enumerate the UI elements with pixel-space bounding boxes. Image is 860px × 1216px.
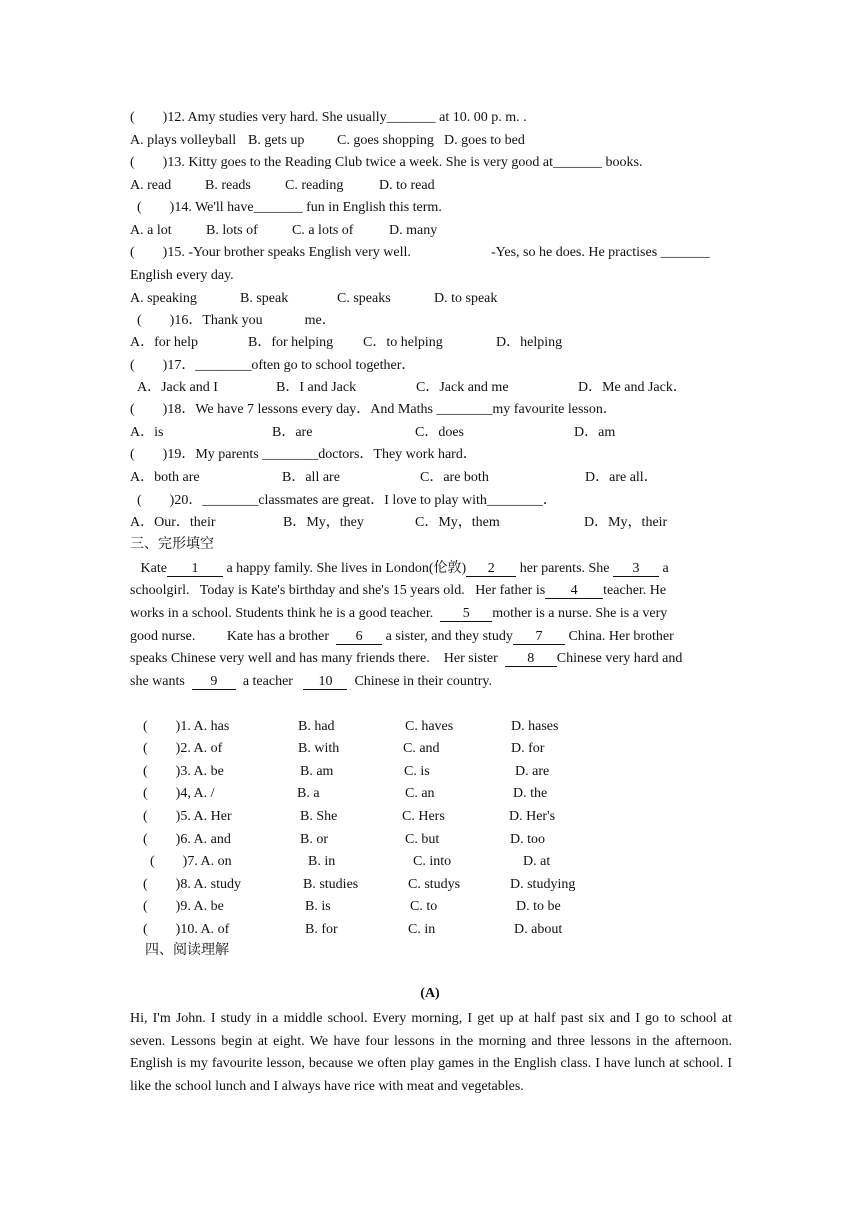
option-a: A. a lot — [130, 223, 172, 238]
question-16: ( )16．Thank you me． — [130, 313, 336, 328]
question-14: ( )14. We'll have_______ fun in English this term. — [130, 200, 442, 215]
question-12: ( )12. Amy studies very hard. She usually_______ at 10. 00 p. m. . — [130, 110, 527, 125]
option-a: A．Jack and I — [137, 380, 218, 395]
option-d: D．My，their — [584, 515, 668, 530]
question-13: ( )13. Kitty goes to the Reading Club twice a week. She is very good at_______ books. — [130, 155, 643, 170]
reading-paragraph: Hi, I'm John. I study in a middle school. Every morning, I get up at half past six and I go to school at seven. Lessons begin at eight. We have four lessons in the morning and three lessons in the afternoon. English is my favourite lesson, because we often play games in the English class. I have lunch at school. I like the school lunch and I always have rice with meat and vegetables. — [130, 1011, 732, 1094]
blank-4: 4 — [545, 583, 603, 599]
option-c: C. speaks — [337, 291, 391, 306]
cloze-option-row-5: ( )5. A. Her B. She C. Hers D. Her's — [143, 809, 556, 824]
option-d: D．am — [574, 425, 616, 440]
section-title-reading: 四、阅读理解 — [145, 943, 229, 958]
option-a: A．for help — [130, 335, 199, 350]
option-c: C．Jack and me — [416, 380, 509, 395]
blank-6: 6 — [336, 629, 382, 645]
option-c: C．My，them — [415, 515, 500, 530]
option-b: B. reads — [205, 178, 251, 193]
option-a: A. read — [130, 178, 172, 193]
option-b: B. speak — [240, 291, 289, 306]
question-18: ( )18．We have 7 lessons every day．And Maths ________my favourite lesson． — [130, 402, 617, 417]
option-b: B．are — [272, 425, 313, 440]
option-a: A．Our．their — [130, 515, 216, 530]
options-20 — [130, 514, 730, 532]
blank-1: 1 — [167, 561, 223, 577]
options-16 — [130, 334, 730, 352]
options-13 — [130, 177, 730, 195]
cloze-option-row-10: ( )10. A. of B. for C. in D. about — [143, 922, 563, 937]
options-18 — [130, 424, 730, 442]
option-d: D. to speak — [434, 291, 498, 306]
blank-9: 9 — [192, 674, 236, 690]
option-d: D．helping — [496, 335, 563, 350]
options-17 — [137, 379, 737, 397]
cloze-line-2: schoolgirl. Today is Kate's birthday and she's 15 years old. Her father is 4 teacher. He — [130, 583, 667, 598]
question-20: ( )20．________classmates are great．I love to play with________． — [130, 493, 557, 508]
option-d: D. goes to bed — [444, 133, 525, 148]
option-c: C．are both — [420, 470, 489, 485]
question-19: ( )19．My parents ________doctors．They work hard． — [130, 447, 477, 462]
cloze-line-3: works in a school. Students think he is a good teacher. 5 mother is a nurse. She is a very — [130, 606, 668, 621]
cloze-line-6: she wants 9 a teacher 10 Chinese in their country. — [130, 674, 492, 689]
blank-10: 10 — [303, 674, 347, 690]
options-15 — [130, 290, 730, 308]
option-b: B. lots of — [206, 223, 258, 238]
question-15-reply: -Yes, so he does. He practises _______ — [491, 245, 710, 260]
cloze-line-1: Kate 1 a happy family. She lives in London(伦敦) 2 her parents. She 3 a — [130, 561, 669, 576]
option-c: C. reading — [285, 178, 344, 193]
cloze-option-row-4: ( )4, A. / B. a C. an D. the — [143, 786, 548, 801]
blank-2: 2 — [466, 561, 516, 577]
options-19 — [130, 469, 730, 487]
option-c: C．to helping — [363, 335, 443, 350]
option-c: C．does — [415, 425, 464, 440]
option-c: C. goes shopping — [337, 133, 434, 148]
option-a: A．both are — [130, 470, 200, 485]
blank-5: 5 — [440, 606, 492, 622]
cloze-option-row-1: ( )1. A. has B. had C. haves D. hases — [143, 719, 559, 734]
option-b: B．My，they — [283, 515, 364, 530]
option-d: D. to read — [379, 178, 435, 193]
passage-label: (A) — [420, 986, 440, 1001]
cloze-option-row-7: ( )7. A. on B. in C. into D. at — [150, 854, 551, 869]
option-b: B．I and Jack — [276, 380, 357, 395]
option-b: B. gets up — [248, 133, 305, 148]
cloze-option-row-2: ( )2. A. of B. with C. and D. for — [143, 741, 545, 756]
question-15: ( )15. -Your brother speaks English very well. — [130, 245, 411, 260]
cloze-option-row-8: ( )8. A. study B. studies C. studys D. studying — [143, 877, 576, 892]
question-15-cont: English every day. — [130, 268, 234, 283]
option-b: B．for helping — [248, 335, 334, 350]
options-14 — [130, 222, 730, 240]
option-a: A. plays volleyball — [130, 133, 237, 148]
option-d: D．are all． — [585, 470, 658, 485]
cloze-option-row-3: ( )3. A. be B. am C. is D. are — [143, 764, 550, 779]
cloze-line-4: good nurse. Kate has a brother 6 a sister, and they study 7 China. Her brother — [130, 629, 674, 644]
cloze-option-row-6: ( )6. A. and B. or C. but D. too — [143, 832, 545, 847]
blank-7: 7 — [513, 629, 565, 645]
cloze-line-5: speaks Chinese very well and has many friends there. Her sister 8 Chinese very hard and — [130, 651, 683, 666]
option-d: D. many — [389, 223, 438, 238]
cloze-option-row-9: ( )9. A. be B. is C. to D. to be — [143, 899, 561, 914]
option-d: D．Me and Jack． — [578, 380, 687, 395]
blank-8: 8 — [505, 651, 557, 667]
options-12 — [130, 132, 730, 150]
option-c: C. a lots of — [292, 223, 354, 238]
section-title-cloze: 三、完形填空 — [130, 537, 214, 552]
option-b: B．all are — [282, 470, 340, 485]
question-17: ( )17．________often go to school together． — [130, 358, 416, 373]
blank-3: 3 — [613, 561, 659, 577]
option-a: A. speaking — [130, 291, 197, 306]
option-a: A．is — [130, 425, 164, 440]
